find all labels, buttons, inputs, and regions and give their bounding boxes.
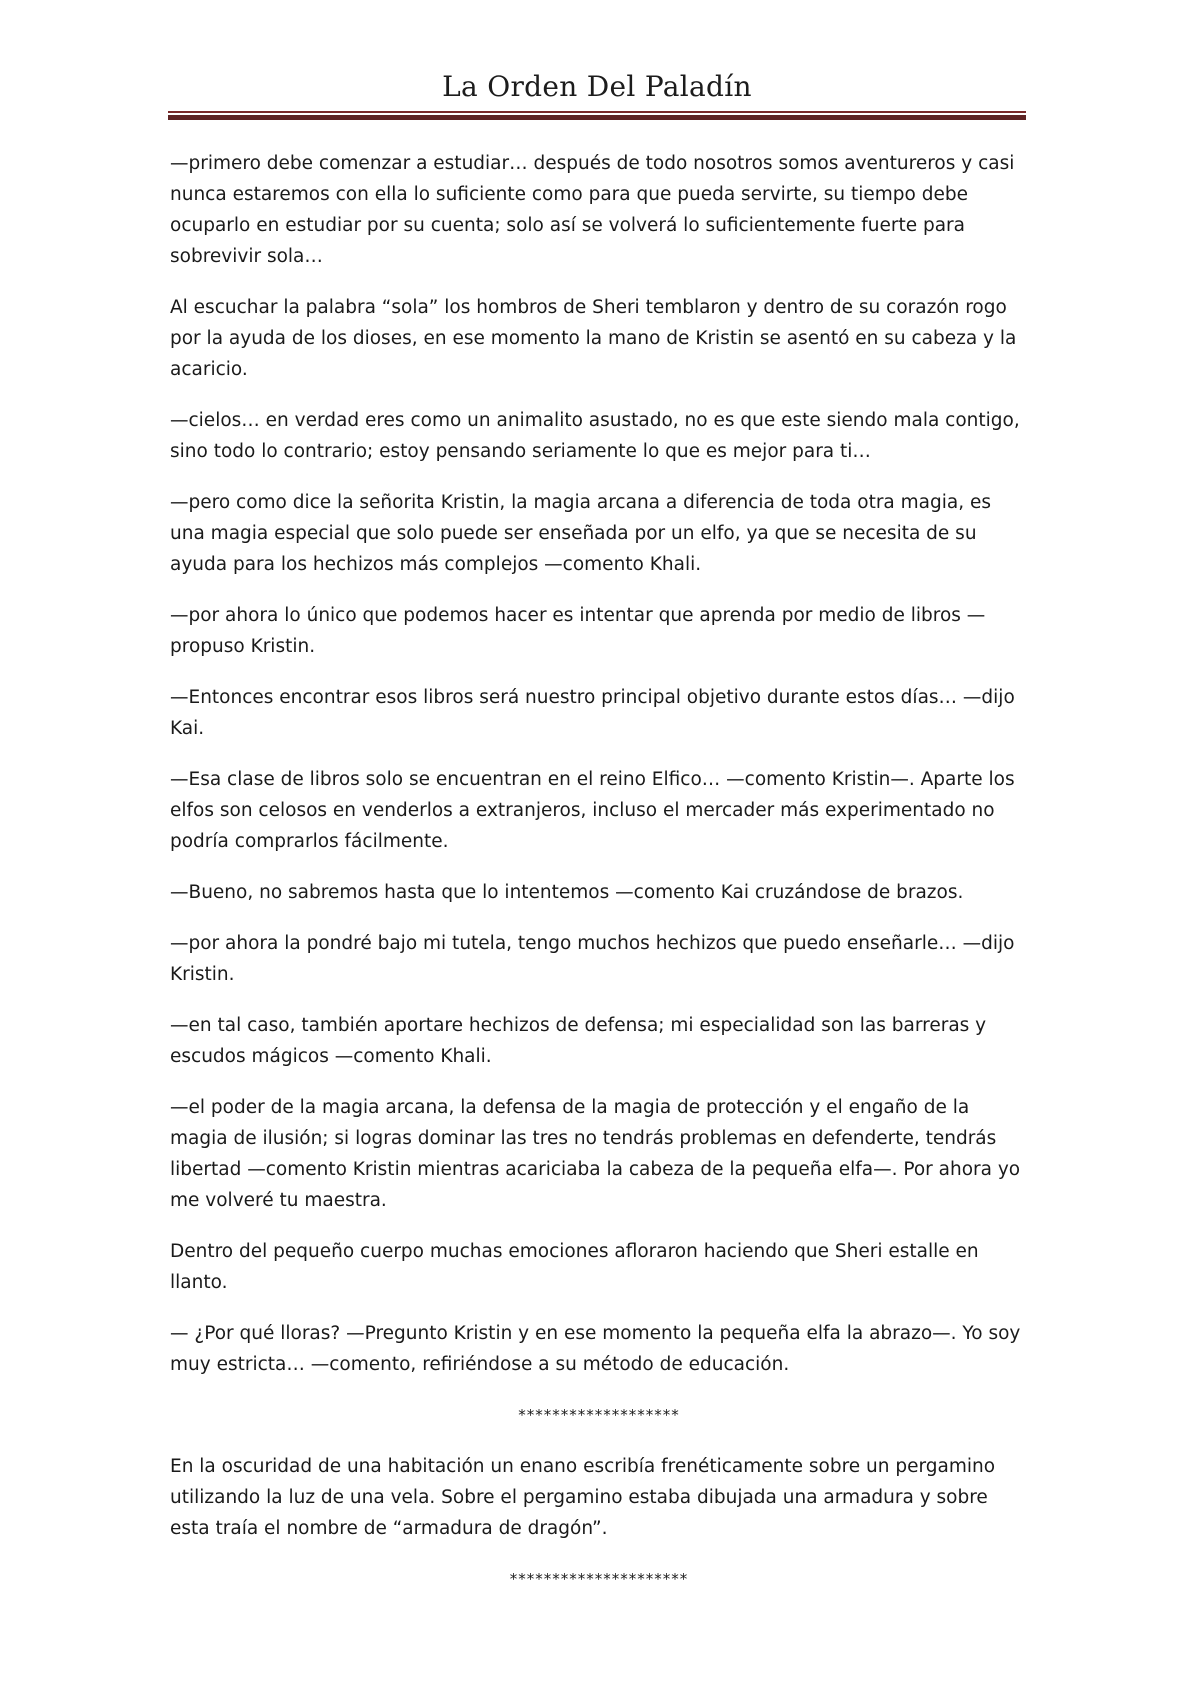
scene-separator: ******************* xyxy=(518,1406,680,1424)
paragraph: —Bueno, no sabremos hasta que lo intentemos —comento Kai cruzándose de brazos. xyxy=(170,882,964,903)
paragraph: —Esa clase de libros solo se encuentran en el reino Elfico… —comento Kristin—. Aparte los elfos son celosos en venderlos a extranjeros, incluso el mercader más experimentado no podría comprarlos fácilmente. xyxy=(170,769,1015,852)
paragraph: — ¿Por qué lloras? —Pregunto Kristin y en ese momento la pequeña elfa la abrazo—. Yo soy muy estricta… —comento, refiriéndose a su método de educación. xyxy=(170,1323,1021,1375)
paragraph: —pero como dice la señorita Kristin, la magia arcana a diferencia de toda otra magia, es una magia especial que solo puede ser enseñada por un elfo, ya que se necesita de su ayuda para los hechizos más complejos —comento Khali. xyxy=(170,492,992,575)
running-header-title: La Orden Del Paladín xyxy=(442,70,752,103)
page-header xyxy=(168,70,1026,104)
paragraph: —Entonces encontrar esos libros será nuestro principal objetivo durante estos días… —dijo Kai. xyxy=(170,687,1015,739)
paragraph: —por ahora la pondré bajo mi tutela, tengo muchos hechizos que puedo enseñarle… —dijo Kristin. xyxy=(170,933,1015,985)
paragraph: —primero debe comenzar a estudiar… después de todo nosotros somos aventureros y casi nunca estaremos con ella lo suficiente como para que pueda servirte, su tiempo debe ocuparlo en estudiar por su cuenta; solo así se volverá lo suficientemente fuerte para sobrevivir sola… xyxy=(170,153,1015,267)
paragraph: —por ahora lo único que podemos hacer es intentar que aprenda por medio de libros —propuso Kristin. xyxy=(170,605,986,657)
paragraph: Dentro del pequeño cuerpo muchas emociones afloraron haciendo que Sheri estalle en llanto. xyxy=(170,1241,979,1293)
paragraph: Al escuchar la palabra “sola” los hombros de Sheri temblaron y dentro de su corazón rogo por la ayuda de los dioses, en ese momento la mano de Kristin se asentó en su cabeza y la acaricio. xyxy=(170,297,1017,380)
header-rule-thin xyxy=(168,111,1026,113)
body-text xyxy=(170,148,1028,1615)
paragraph: —cielos… en verdad eres como un animalito asustado, no es que este siendo mala contigo, sino todo lo contrario; estoy pensando seriamente lo que es mejor para ti… xyxy=(170,410,1020,462)
paragraph: En la oscuridad de una habitación un enano escribía frenéticamente sobre un pergamino utilizando la luz de una vela. Sobre el pergamino estaba dibujada una armadura y sobre esta traía el nombre de “armadura de dragón”. xyxy=(170,1456,996,1539)
paragraph: —en tal caso, también aportare hechizos de defensa; mi especialidad son las barreras y escudos mágicos —comento Khali. xyxy=(170,1015,987,1067)
header-rule-thick xyxy=(168,115,1026,120)
paragraph: —el poder de la magia arcana, la defensa de la magia de protección y el engaño de la magia de ilusión; si logras dominar las tres no tendrás problemas en defenderte, tendrás libertad —comento Kristin mientras acariciaba la cabeza de la pequeña elfa—. Por ahora yo me volveré tu maestra. xyxy=(170,1097,1021,1211)
scene-separator: ********************* xyxy=(509,1570,689,1588)
